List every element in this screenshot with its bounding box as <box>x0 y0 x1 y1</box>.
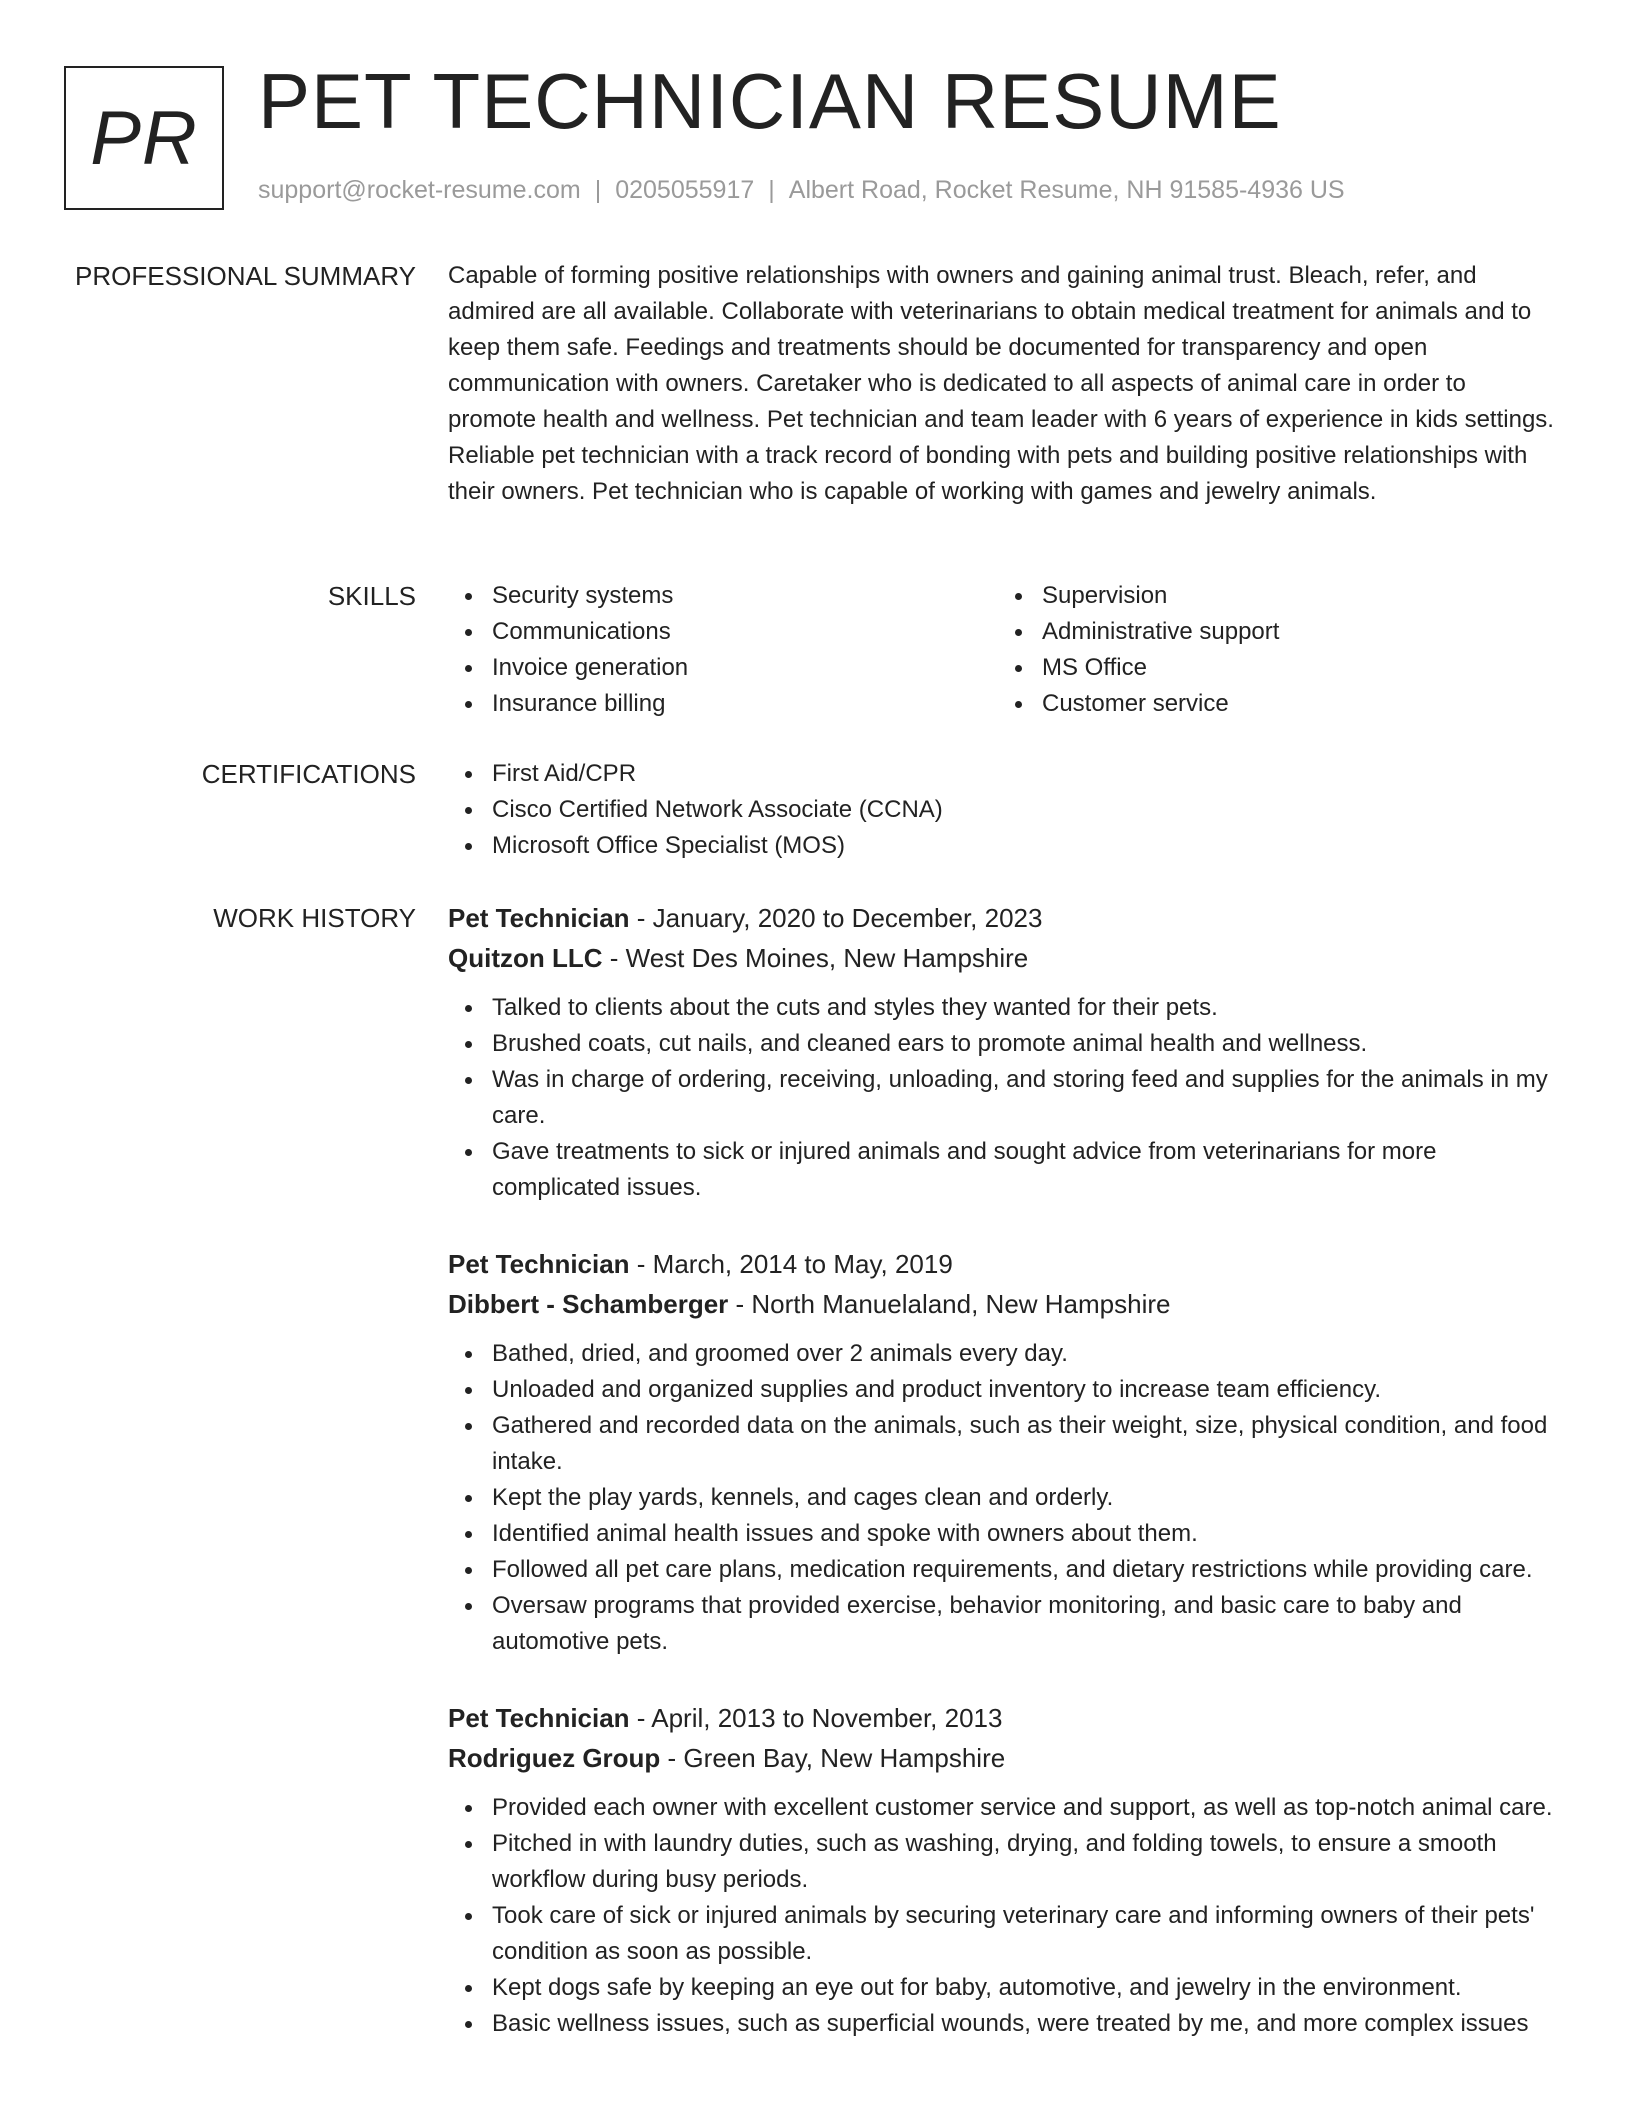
summary-body <box>448 258 1558 510</box>
skill-item: Supervision <box>998 578 1548 614</box>
job-title-line <box>448 1698 1558 1738</box>
certification-item: First Aid/CPR <box>448 756 1558 792</box>
job-duty: Oversaw programs that provided exercise, behavior monitoring, and basic care to baby and automotive pets. <box>448 1588 1558 1660</box>
work-history-body <box>448 898 1558 2080</box>
contact-line <box>258 176 1345 205</box>
job-duty: Took care of sick or injured animals by securing veterinary care and informing owners of their pets' condition as soon as possible. <box>448 1898 1558 1970</box>
job-company-line <box>448 1738 1558 1778</box>
certifications-body <box>448 756 1558 864</box>
work-history-heading: WORK HISTORY <box>213 903 416 933</box>
job-dates: - March, 2014 to May, 2019 <box>629 1249 953 1279</box>
job-title: Pet Technician <box>448 1703 630 1733</box>
job-duty: Brushed coats, cut nails, and cleaned ears to promote animal health and wellness. <box>448 1026 1558 1062</box>
skill-item: Insurance billing <box>448 686 998 722</box>
summary-heading: PROFESSIONAL SUMMARY <box>75 261 416 291</box>
job-duty: Basic wellness issues, such as superficial wounds, were treated by me, and more complex issues <box>448 2006 1558 2042</box>
monogram-logo <box>64 66 224 210</box>
job-duties-list <box>448 990 1558 1206</box>
skill-item: Communications <box>448 614 998 650</box>
job-company-line <box>448 1284 1558 1324</box>
job-location: - North Manuelaland, New Hampshire <box>728 1289 1171 1319</box>
job-duty: Was in charge of ordering, receiving, unloading, and storing feed and supplies for the animals in my care. <box>448 1062 1558 1134</box>
skills-heading: SKILLS <box>327 581 416 611</box>
job-duty: Gave treatments to sick or injured animals and sought advice from veterinarians for more complicated issues. <box>448 1134 1558 1206</box>
skills-body <box>448 578 1558 722</box>
job-company: Dibbert - Schamberger <box>448 1289 729 1319</box>
job-duties-list <box>448 1790 1558 2042</box>
certifications-heading: CERTIFICATIONS <box>201 759 416 789</box>
skill-item: Customer service <box>998 686 1548 722</box>
job-duty: Kept the play yards, kennels, and cages clean and orderly. <box>448 1480 1558 1516</box>
contact-phone: 0205055917 <box>615 176 755 204</box>
job-title-line <box>448 1244 1558 1284</box>
contact-separator: | <box>768 176 775 204</box>
job-company: Quitzon LLC <box>448 943 603 973</box>
job-entry <box>448 898 1558 1206</box>
skill-item: Security systems <box>448 578 998 614</box>
job-duty: Bathed, dried, and groomed over 2 animals every day. <box>448 1336 1558 1372</box>
job-location: - Green Bay, New Hampshire <box>660 1743 1006 1773</box>
job-duties-list <box>448 1336 1558 1660</box>
job-entry <box>448 1244 1558 1660</box>
contact-address: Albert Road, Rocket Resume, NH 91585-4936 US <box>788 176 1345 204</box>
job-title: Pet Technician <box>448 1249 630 1279</box>
resume-title: PET TECHNICIAN RESUME <box>258 57 1282 145</box>
job-entry <box>448 1698 1558 2042</box>
job-duty: Pitched in with laundry duties, such as washing, drying, and folding towels, to ensure a smooth workflow during busy periods. <box>448 1826 1558 1898</box>
job-duty: Unloaded and organized supplies and product inventory to increase team efficiency. <box>448 1372 1558 1408</box>
job-duty: Followed all pet care plans, medication requirements, and dietary restrictions while providing care. <box>448 1552 1558 1588</box>
job-title-line <box>448 898 1558 938</box>
contact-email: support@rocket-resume.com <box>258 176 581 204</box>
monogram-text: PR <box>90 95 198 181</box>
job-title: Pet Technician <box>448 903 630 933</box>
job-duty: Gathered and recorded data on the animals, such as their weight, size, physical condition, and food intake. <box>448 1408 1558 1480</box>
skills-list-right <box>998 578 1548 722</box>
skill-item: Invoice generation <box>448 650 998 686</box>
skill-item: Administrative support <box>998 614 1548 650</box>
summary-text: Capable of forming positive relationships with owners and gaining animal trust. Bleach, refer, and admired are all available. Collaborate with veterinarians to obtain medical treatment for animals and to keep them safe. Feedings and treatments should be documented for transparency and open communication with owners. Caretaker who is dedicated to all aspects of animal care in order to promote health and wellness. Pet technician and team leader with 6 years of experience in kids settings. Reliable pet technician with a track record of bonding with pets and building positive relationships with their owners. Pet technician who is capable of working with games and jewelry animals. <box>448 262 1554 505</box>
contact-separator: | <box>594 176 602 204</box>
certification-item: Microsoft Office Specialist (MOS) <box>448 828 1558 864</box>
job-dates: - April, 2013 to November, 2013 <box>629 1703 1003 1733</box>
certifications-list <box>448 756 1558 864</box>
job-dates: - January, 2020 to December, 2023 <box>629 903 1043 933</box>
job-duty: Kept dogs safe by keeping an eye out for baby, automotive, and jewelry in the environment. <box>448 1970 1558 2006</box>
job-location: - West Des Moines, New Hampshire <box>602 943 1029 973</box>
job-duty: Talked to clients about the cuts and styles they wanted for their pets. <box>448 990 1558 1026</box>
job-company-line <box>448 938 1558 978</box>
skills-list-left <box>448 578 998 722</box>
job-duty: Provided each owner with excellent customer service and support, as well as top-notch animal care. <box>448 1790 1558 1826</box>
job-duty: Identified animal health issues and spoke with owners about them. <box>448 1516 1558 1552</box>
skill-item: MS Office <box>998 650 1548 686</box>
certification-item: Cisco Certified Network Associate (CCNA) <box>448 792 1558 828</box>
job-company: Rodriguez Group <box>448 1743 661 1773</box>
